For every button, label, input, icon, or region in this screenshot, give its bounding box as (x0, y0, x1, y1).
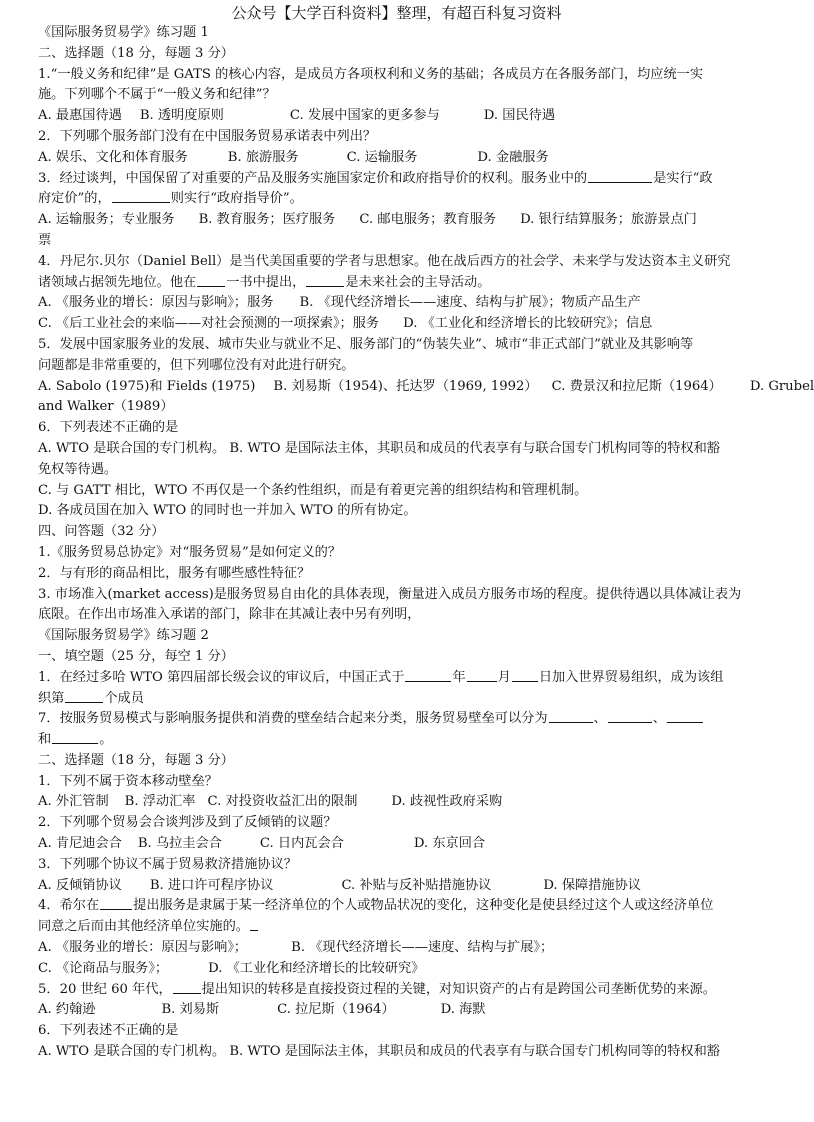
option-d: D. 金融服务 (477, 149, 549, 165)
question-text: 2．下列哪个贸易会合谈判涉及到了反倾销的议题？ (38, 815, 337, 831)
question-text: and Walker（1989） (38, 399, 174, 415)
question-text: D. 各成员国在加入 WTO 的同时也一并加入 WTO 的所有协定。 (38, 503, 417, 519)
answer-blank (512, 668, 538, 682)
question-text: 诸领域占据领先地位。他在 一书中提出， 是未来社会的主导活动。 (38, 274, 491, 290)
answer-blank (608, 709, 652, 723)
answer-blank (667, 709, 703, 723)
question-text: 3. 市场准入(market access)是服务贸易自由化的具体表现，衡量进入成员方服务市场的程度。提供待遇以具体减让表为 (38, 586, 742, 602)
question-text: 1．在经过多哈 WTO 第四届部长级会议的审议后，中国正式于 年 月 日加入世界贸易组织，成为该组 (38, 669, 724, 685)
option-d: D. Grubel (749, 378, 814, 394)
answer-blank (467, 668, 497, 682)
option-d: D. 歧视性政府采购 (391, 794, 503, 810)
exercise-title-2: 《国际服务贸易学》练习题 2 (38, 628, 209, 644)
answer-blank (549, 709, 593, 723)
question-text: 4．丹尼尔.贝尔（Daniel Bell）是当代美国重要的学者与思想家。他在战后西方的社会学、未来学与发达资本主义研究 (38, 253, 731, 269)
option-c: C. 对投资收益汇出的限制 (207, 794, 358, 810)
answer-blank (588, 169, 652, 183)
options-line (38, 1000, 758, 1021)
option-b: B. 刘易斯 (161, 1002, 220, 1018)
options-line (38, 834, 758, 855)
answer-blank (112, 189, 170, 203)
option-c: C. 《论商品与服务》； (38, 960, 169, 976)
option-c: C. 邮电服务；教育服务 (359, 212, 497, 228)
option-a: A. 肯尼迪会合 (38, 836, 122, 852)
question-text: 7．按服务贸易模式与影响服务提供和消费的壁垒结合起来分类，服务贸易壁垒可以分为 、 、 (38, 709, 758, 730)
question-text: 底限。在作出市场准入承诺的部门，除非在其减让表中另有列明， (38, 607, 421, 623)
question-text: 同意之后而由其他经济单位实施的。 (38, 917, 758, 938)
question-text: 施。下列哪个不属于“一般义务和纪律”？ (38, 87, 276, 103)
option-b: B. 旅游服务 (227, 149, 299, 165)
answer-blank (173, 980, 201, 994)
option-a: A. 运输服务；专业服务 (38, 212, 175, 228)
section-heading: 二、选择题（18 分，每题 3 分） (38, 45, 234, 61)
option-a: A. 反倾销协议 (38, 877, 122, 893)
option-b: B. 《现代经济增长——速度、结构与扩展》； (291, 940, 554, 956)
options-line (38, 959, 758, 980)
option-d: D. 国民待遇 (483, 108, 556, 124)
section-heading: 四、问答题（32 分） (38, 524, 165, 540)
options-line (38, 293, 758, 314)
answer-blank (65, 689, 103, 703)
question-text: 4．希尔在 提出服务是隶属于某一经济单位的个人或物品状况的变化，这种变化是使县经过这个人或这经济单位 (38, 898, 714, 914)
question-text: A. WTO 是联合国的专门机构。 B. WTO 是国际法主体，其职员和成员的代表享有与联合国专门机构同等的特权和豁 (38, 1044, 720, 1060)
option-c: C. 发展中国家的更多参与 (289, 108, 440, 124)
question-text: 1.“一般义务和纪律”是 GATS 的核心内容，是成员方各项权利和义务的基础；各成员方在各服务部门，均应统一实 (38, 66, 704, 82)
section-heading: 二、选择题（18 分，每题 3 分） (38, 752, 234, 768)
option-d: D. 保障措施协议 (543, 877, 641, 893)
answer-blank (52, 730, 98, 744)
question-text: 府定价”的， 则实行“政府指导价”。 (38, 191, 303, 207)
question-text: 2．与有形的商品相比，服务有哪些感性特征？ (38, 565, 311, 581)
option-b: B. 浮动汇率 (124, 794, 196, 810)
option-b: B. 乌拉圭会合 (137, 836, 222, 852)
question-text: 3．下列哪个协议不属于贸易救济措施协议？ (38, 856, 297, 872)
options-line (38, 210, 758, 231)
question-text: 6．下列表述不正确的是 (38, 1023, 179, 1039)
option-d: D. 《工业化和经济增长的比较研究》；信息 (403, 316, 653, 332)
option-a: A. 外汇管制 (38, 794, 109, 810)
option-d: D. 《工业化和经济增长的比较研究》 (208, 960, 425, 976)
option-b: B. 透明度原则 (139, 108, 224, 124)
question-text: 1．下列不属于资本移动壁垒？ (38, 773, 218, 789)
question-text: A. WTO 是联合国的专门机构。 B. WTO 是国际法主体，其职员和成员的代表享有与联合国专门机构同等的特权和豁 (38, 440, 720, 456)
options-line (38, 148, 758, 169)
question-text: 票 (38, 232, 52, 248)
exercise-title-1: 《国际服务贸易学》练习题 1 (38, 25, 209, 40)
option-c: C. 运输服务 (346, 149, 418, 165)
document-body (38, 23, 814, 1063)
option-a: A. Sabolo (1975)和 Fields (1975) (38, 378, 256, 394)
option-b: B. 《现代经济增长——速度、结构与扩展》；物质产品生产 (299, 295, 641, 311)
option-a: A. 《服务业的增长：原因与影响》； (38, 940, 248, 956)
question-text: 免权等待遇。 (38, 461, 118, 477)
answer-blank (405, 668, 451, 682)
options-line (38, 938, 758, 959)
option-d: D. 海默 (440, 1002, 486, 1018)
answer-blank (197, 273, 225, 287)
section-heading: 一、填空题（25 分，每空 1 分） (38, 648, 234, 664)
options-line (38, 314, 758, 335)
options-line (38, 876, 758, 897)
question-text: 和 。 (38, 732, 113, 748)
option-c: C. 《后工业社会的来临——对社会预测的一项探索》；服务 (38, 316, 380, 332)
option-c: C. 拉尼斯（1964） (277, 1002, 395, 1018)
option-a: A. 最惠国待遇 (38, 108, 122, 124)
option-c: C. 补贴与反补贴措施协议 (341, 877, 492, 893)
option-c: C. 费景汉和拉尼斯（1964） (551, 378, 722, 394)
question-text: 6．下列表述不正确的是 (38, 420, 179, 436)
option-d: D. 东京回合 (413, 836, 486, 852)
option-a: A. 娱乐、文化和体育服务 (38, 149, 188, 165)
option-a: A. 《服务业的增长：原因与影响》；服务 (38, 295, 274, 311)
question-text: 3．经过谈判，中国保留了对重要的产品及服务实施国家定价和政府指导价的权利。服务业中的 是实行“政 (38, 170, 713, 186)
question-text: 织第 个成员 (38, 690, 144, 706)
options-line (38, 106, 758, 127)
option-b: B. 刘易斯（1954)、托达罗（1969, 1992） (273, 378, 538, 394)
option-c: C. 日内瓦会合 (259, 836, 344, 852)
option-d: D. 银行结算服务；旅游景点门 (520, 212, 697, 228)
page-header: 公众号【大学百科资料】整理，有超百科复习资料 (231, 4, 562, 22)
question-text: 2．下列哪个服务部门没有在中国服务贸易承诺表中列出？ (38, 128, 377, 144)
question-text: 5．发展中国家服务业的发展、城市失业与就业不足、服务部门的“伪装失业”、城市“非正式部门”就业及其影响等 (38, 336, 694, 352)
options-line (38, 377, 814, 398)
answer-blank (306, 273, 344, 287)
option-a: A. 约翰逊 (38, 1002, 96, 1018)
question-text: C. 与 GATT 相比，WTO 不再仅是一个条约性组织，而是有着更完善的组织结构和管理机制。 (38, 482, 588, 498)
answer-blank (250, 917, 258, 931)
option-b: B. 进口许可程序协议 (149, 877, 274, 893)
options-line (38, 792, 758, 813)
option-b: B. 教育服务；医疗服务 (198, 212, 336, 228)
answer-blank (100, 896, 132, 910)
question-text: 5．20 世纪 60 年代， 提出知识的转移是直接投资过程的关键，对知识资产的占有是跨国公司垄断优势的来源。 (38, 981, 716, 997)
question-text: 问题都是非常重要的，但下列哪位没有对此进行研究。 (38, 357, 355, 373)
question-text: 1.《服务贸易总协定》对“服务贸易”是如何定义的？ (38, 544, 342, 560)
